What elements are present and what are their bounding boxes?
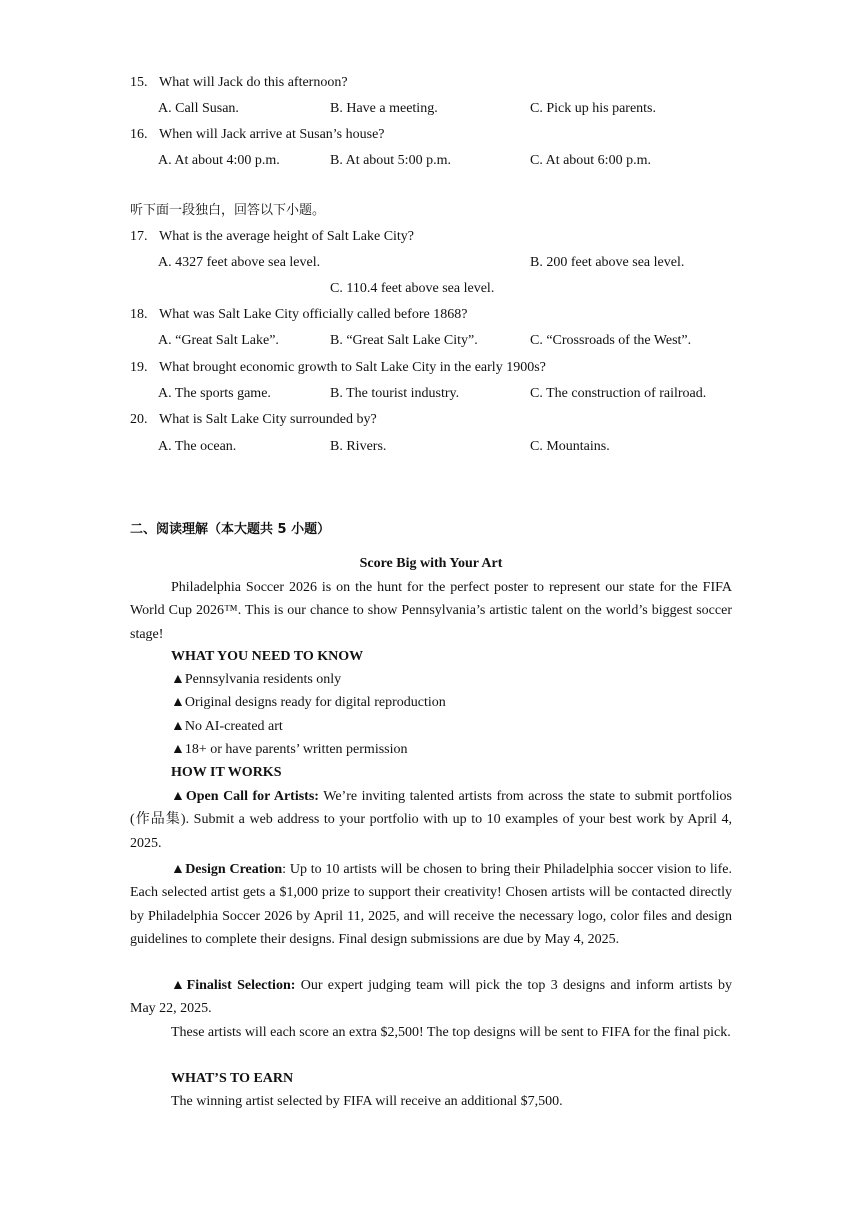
option-b: B. “Great Salt Lake City”. xyxy=(330,333,478,348)
option-a: A. “Great Salt Lake”. xyxy=(158,333,279,348)
question-text: When will Jack arrive at Susan’s house? xyxy=(159,127,385,142)
requirement-item: ▲No AI-created art xyxy=(171,719,283,734)
option-a: A. The ocean. xyxy=(158,439,237,454)
section-heading: 二、阅读理解（本大题共 5 小题） xyxy=(130,522,331,537)
option-a: A. 4327 feet above sea level. xyxy=(158,255,321,270)
option-c: C. Mountains. xyxy=(530,439,610,454)
option-b: B. Have a meeting. xyxy=(330,101,438,116)
option-c: C. Pick up his parents. xyxy=(530,101,656,116)
question-text: What will Jack do this afternoon? xyxy=(159,75,348,90)
question-text: What brought economic growth to Salt Lake City in the early 1900s? xyxy=(159,360,546,375)
design-creation-paragraph xyxy=(130,858,732,951)
question-17 xyxy=(130,230,414,244)
finalist-text: Our expert judging team will pick the top 3 designs and inform artists by May 22, 2025. xyxy=(130,978,733,1017)
option-a: A. At about 4:00 p.m. xyxy=(158,153,280,168)
question-15 xyxy=(130,76,348,90)
question-number: 16. xyxy=(130,127,148,142)
earn-text: The winning artist selected by FIFA will receive an additional $7,500. xyxy=(171,1094,563,1109)
option-b: B. Rivers. xyxy=(330,439,387,454)
option-a: A. Call Susan. xyxy=(158,101,239,116)
question-text: What is the average height of Salt Lake City? xyxy=(159,229,415,244)
open-call-text: We’re inviting talented artists from across the state to submit portfolios (作品集). Submit a web address to your portfolio with up to 10 examples of your best work by April 4, 2025. xyxy=(130,789,732,851)
question-number: 18. xyxy=(130,307,148,322)
question-16 xyxy=(130,128,385,142)
article-title: Score Big with Your Art xyxy=(359,556,503,571)
question-number: 20. xyxy=(130,412,148,427)
option-b: B. The tourist industry. xyxy=(330,386,460,401)
earn-heading: WHAT’S TO EARN xyxy=(171,1071,294,1086)
option-b: B. 200 feet above sea level. xyxy=(530,255,685,270)
question-number: 17. xyxy=(130,229,148,244)
question-19 xyxy=(130,361,546,375)
question-number: 19. xyxy=(130,360,148,375)
requirement-item: ▲18+ or have parents’ written permission xyxy=(171,742,408,757)
finalist-label: ▲Finalist Selection: xyxy=(171,978,296,993)
question-text: What was Salt Lake City officially called before 1868? xyxy=(159,307,468,322)
intro-paragraph: Philadelphia Soccer 2026 is on the hunt for the perfect poster to represent our state for the FIFA World Cup 2026™. This is our chance to show Pennsylvania’s artistic talent on the world’s biggest soccer stage! xyxy=(130,580,732,642)
design-label: ▲Design Creation xyxy=(171,862,283,877)
design-text: : Up to 10 artists will be chosen to bring their Philadelphia soccer vision to life. Each selected artist gets a $1,000 prize to support their creativity! Chosen artists will be contacted directly by Philadelphia Soccer 2026 by April 11, 2025, and will receive the necessary logo, color files and design guidelines to complete their designs. Final design submissions are due by May 4, 2025. xyxy=(130,862,732,947)
option-c: C. At about 6:00 p.m. xyxy=(530,153,651,168)
how-it-works-heading: HOW IT WORKS xyxy=(171,765,282,780)
option-b: B. At about 5:00 p.m. xyxy=(330,153,451,168)
open-call-label: ▲Open Call for Artists: xyxy=(171,789,319,804)
option-c: C. “Crossroads of the West”. xyxy=(530,333,692,348)
requirement-item: ▲Original designs ready for digital reproduction xyxy=(171,695,446,710)
question-18 xyxy=(130,308,467,322)
requirement-item: ▲Pennsylvania residents only xyxy=(171,672,342,687)
option-a: A. The sports game. xyxy=(158,386,271,401)
option-c: C. 110.4 feet above sea level. xyxy=(330,281,495,296)
question-20 xyxy=(130,413,377,427)
extra-paragraph: These artists will each score an extra $2,500! The top designs will be sent to FIFA for the final pick. xyxy=(171,1025,731,1040)
question-number: 15. xyxy=(130,75,148,90)
open-call-paragraph xyxy=(130,785,732,855)
option-c: C. The construction of railroad. xyxy=(530,386,707,401)
monologue-instruction: 听下面一段独白，回答以下小题。 xyxy=(130,203,326,218)
need-to-know-heading: WHAT YOU NEED TO KNOW xyxy=(171,649,364,664)
question-text: What is Salt Lake City surrounded by? xyxy=(159,412,377,427)
finalist-paragraph xyxy=(130,974,732,1021)
